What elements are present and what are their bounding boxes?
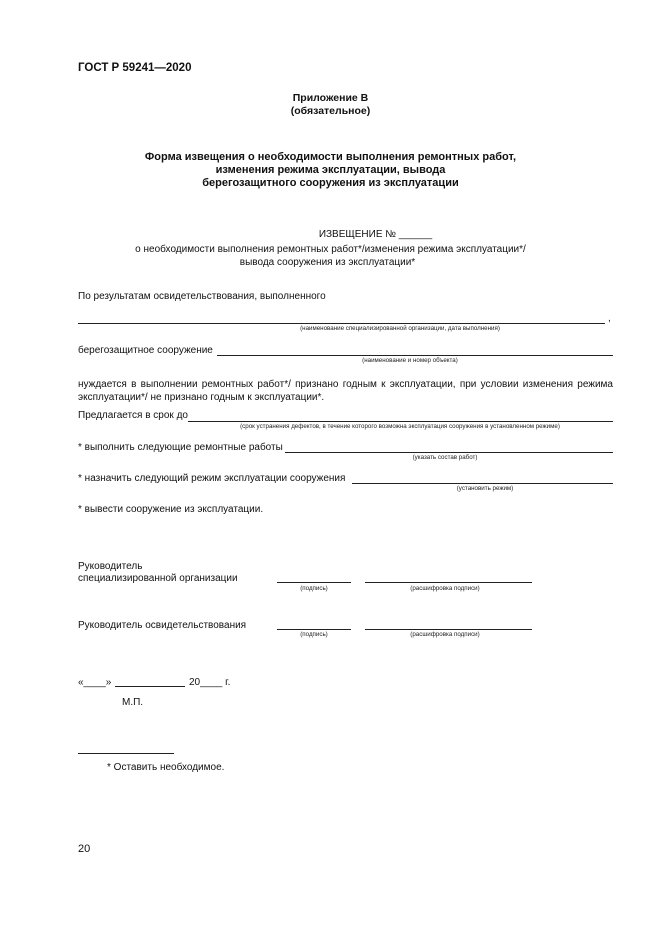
deadline-label: Предлагается в срок до (78, 410, 188, 421)
repairs-caption: (указать состав работ) (412, 454, 478, 461)
footnote-text: * Оставить необходимое. (107, 762, 225, 773)
document-standard-code: ГОСТ Р 59241—2020 (78, 62, 192, 74)
head-org-name-caption: (расшифровка подписи) (410, 585, 480, 592)
form-title (60, 151, 601, 190)
notice-line-2: вывода сооружения из эксплуатации* (239, 257, 416, 268)
head-org-signature-line[interactable] (277, 582, 351, 583)
head-org-label-line-1: Руководитель (78, 561, 143, 572)
structure-label: берегозащитное сооружение (78, 345, 213, 356)
date-day[interactable]: «____» (78, 677, 112, 688)
stamp-mark: М.П. (122, 697, 144, 708)
date-year[interactable]: 20____ г. (189, 677, 231, 688)
organization-field-line[interactable] (78, 323, 605, 324)
repairs-label: * выполнить следующие ремонтные работы (78, 442, 283, 453)
head-org-name-line[interactable] (365, 582, 532, 583)
structure-caption: (наименование и номер объекта) (362, 357, 458, 364)
notice-number: ИЗВЕЩЕНИЕ № ______ (318, 229, 433, 240)
decommission-text: * вывести сооружение из эксплуатации. (78, 504, 264, 515)
notice-line-1: о необходимости выполнения ремонтных работ*/изменения режима эксплуатации*/ (135, 244, 526, 255)
mode-label: * назначить следующий режим эксплуатации сооружения (78, 473, 346, 484)
page-number: 20 (78, 843, 91, 855)
repairs-field-line[interactable] (285, 452, 613, 453)
form-title-line-3: берегозащитного сооружения из эксплуатации (202, 177, 459, 189)
head-survey-name-caption: (расшифровка подписи) (410, 631, 480, 638)
head-survey-name-line[interactable] (365, 629, 532, 630)
mode-field-line[interactable] (352, 483, 613, 484)
appendix-status: (обязательное) (290, 105, 371, 117)
mode-caption: (установить режим) (456, 485, 514, 492)
head-org-signature-caption: (подпись) (300, 585, 328, 592)
notice-heading (60, 228, 601, 269)
head-org-label-line-2: специализированной организации (78, 573, 238, 584)
deadline-caption: (срок устранения дефектов, в течение которого возможна эксплуатация сооружения в установленном режиме) (240, 423, 560, 430)
deadline-field-line[interactable] (188, 421, 613, 422)
organization-caption: (наименование специализированной организации, дата выполнения) (300, 325, 500, 332)
head-survey-signature-line[interactable] (277, 629, 351, 630)
condition-paragraph: нуждается в выполнении ремонтных работ*/ признано годным к эксплуатации, при условии изменения режима эксплуатации*/ не признано годным к эксплуатации*. (78, 379, 613, 403)
date-month-line[interactable] (115, 686, 185, 687)
structure-field-line[interactable] (217, 355, 613, 356)
form-title-line-1: Форма извещения о необходимости выполнения ремонтных работ, (144, 151, 517, 163)
intro-comma: , (608, 313, 611, 324)
head-survey-label: Руководитель освидетельствования (78, 620, 247, 631)
intro-text: По результатам освидетельствования, выполненного (78, 291, 326, 302)
appendix-heading (60, 92, 601, 118)
form-title-line-2: изменения режима эксплуатации, вывода (215, 164, 446, 176)
head-survey-signature-caption: (подпись) (300, 631, 328, 638)
appendix-title: Приложение В (292, 92, 369, 104)
footnote-separator (78, 753, 174, 754)
